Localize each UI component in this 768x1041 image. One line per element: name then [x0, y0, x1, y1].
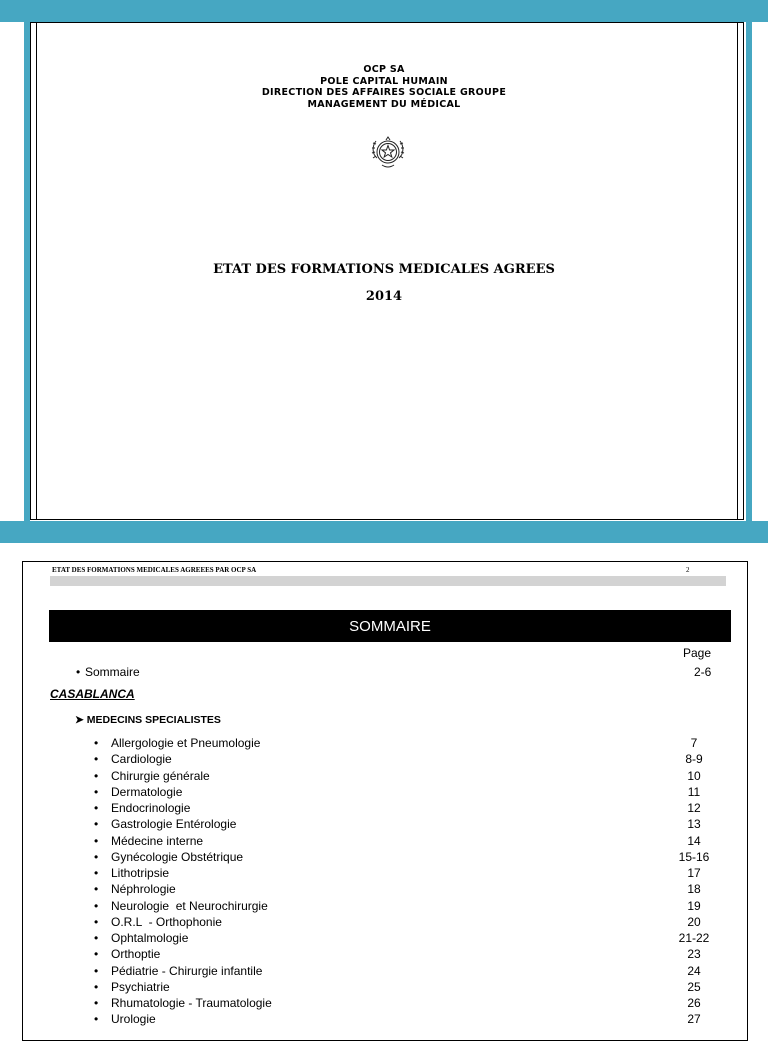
specialty-label: Rhumatologie - Traumatologie — [111, 996, 272, 1010]
sommaire-title-bar — [49, 610, 731, 642]
bullet: • — [94, 801, 99, 815]
specialty-label: Pédiatrie - Chirurgie infantile — [111, 963, 263, 978]
specialty-label: Cardiologie — [111, 752, 172, 767]
specialty-page: 7 — [690, 736, 698, 750]
page-column-label: Page — [683, 646, 712, 660]
specialty-label: Médecine interne — [111, 833, 204, 848]
specialty-page: 13 — [687, 817, 701, 832]
document-year: 2014 — [365, 289, 403, 304]
specialty-page: 23 — [687, 947, 701, 962]
list-item — [94, 751, 724, 767]
list-item — [94, 1011, 724, 1027]
list-item — [94, 898, 724, 914]
toc-entry-sommaire: Sommaire — [85, 665, 140, 679]
bullet: • — [94, 817, 99, 832]
list-item — [94, 800, 724, 816]
section-title: MEDECINS SPECIALISTES — [86, 714, 221, 726]
list-item — [94, 995, 724, 1011]
specialty-page: 26 — [687, 996, 701, 1010]
document-title: ETAT DES FORMATIONS MEDICALES AGREES — [213, 262, 555, 277]
specialty-label: Ophtalmologie — [111, 931, 189, 945]
sommaire-title: SOMMAIRE — [349, 617, 431, 635]
specialty-label: Endocrinologie — [111, 801, 191, 815]
specialty-page: 27 — [687, 1012, 701, 1027]
specialty-label: O.R.L - Orthophonie — [111, 914, 222, 929]
list-item — [94, 914, 724, 930]
specialty-label: Lithotripsie — [111, 866, 170, 880]
list-item — [94, 963, 724, 979]
specialty-label: Psychiatrie — [111, 979, 170, 994]
organization-header — [0, 64, 768, 110]
bullet: • — [94, 784, 99, 799]
specialty-label: Allergologie et Pneumologie — [111, 736, 261, 750]
arrow-bullet-icon: ➤ — [75, 714, 84, 726]
bullet: • — [94, 914, 99, 929]
specialty-page: 20 — [687, 914, 701, 929]
specialty-label: Néphrologie — [111, 882, 176, 897]
header-rule — [50, 576, 726, 586]
specialty-label: Dermatologie — [111, 784, 183, 799]
specialty-label: Urologie — [111, 1012, 156, 1027]
specialties-list — [94, 735, 724, 1028]
list-item — [94, 979, 724, 995]
bullet: • — [94, 882, 99, 897]
bullet: • — [94, 947, 99, 962]
toc-bullet: • — [76, 665, 81, 679]
city-heading: CASABLANCA — [50, 687, 135, 701]
specialty-page: 21-22 — [678, 931, 710, 945]
org-line: MANAGEMENT DU MÉDICAL — [307, 98, 461, 110]
list-item — [94, 833, 724, 849]
specialty-page: 18 — [687, 882, 701, 897]
toc-entry-page: 2-6 — [694, 665, 712, 679]
list-item — [94, 849, 724, 865]
list-item — [94, 768, 724, 784]
specialty-label: Gynécologie Obstétrique — [111, 849, 244, 864]
bullet: • — [94, 898, 99, 913]
specialty-label: Neurologie et Neurochirurgie — [111, 898, 268, 913]
specialty-label: Gastrologie Entérologie — [111, 817, 237, 832]
specialty-page: 8-9 — [685, 752, 703, 767]
list-item — [94, 784, 724, 800]
specialty-label: Chirurgie générale — [111, 768, 210, 783]
specialty-page: 24 — [687, 963, 701, 978]
bullet: • — [94, 752, 99, 767]
org-line: POLE CAPITAL HUMAIN — [320, 75, 448, 87]
bullet: • — [94, 768, 99, 783]
list-item — [94, 735, 724, 751]
list-item — [94, 865, 724, 881]
specialty-page: 12 — [687, 801, 701, 815]
specialty-page: 15-16 — [678, 849, 710, 864]
org-line: OCP SA — [363, 64, 405, 75]
list-item — [94, 816, 724, 832]
cover-bottom-band — [0, 521, 768, 543]
bullet: • — [94, 866, 99, 880]
bullet: • — [94, 849, 99, 864]
bullet: • — [94, 996, 99, 1010]
running-page-number: 2 — [686, 566, 690, 574]
bullet: • — [94, 963, 99, 978]
bullet: • — [94, 931, 99, 945]
royal-emblem-icon — [364, 132, 412, 172]
list-item — [94, 930, 724, 946]
bullet: • — [94, 1012, 99, 1027]
specialty-page: 25 — [687, 979, 701, 994]
specialty-page: 17 — [687, 866, 701, 880]
specialty-label: Orthoptie — [111, 947, 161, 962]
section-heading — [75, 714, 221, 726]
bullet: • — [94, 833, 99, 848]
list-item — [94, 946, 724, 962]
specialty-page: 19 — [687, 898, 701, 913]
specialty-page: 14 — [687, 833, 701, 848]
org-line: DIRECTION DES AFFAIRES SOCIALE GROUPE — [261, 87, 507, 98]
bullet: • — [94, 736, 99, 750]
list-item — [94, 881, 724, 897]
specialty-page: 10 — [687, 768, 701, 783]
bullet: • — [94, 979, 99, 994]
specialty-page: 11 — [687, 784, 701, 799]
cover-top-band — [0, 0, 768, 22]
running-header: ETAT DES FORMATIONS MEDICALES AGREEES PAR OCP SA — [52, 566, 257, 574]
